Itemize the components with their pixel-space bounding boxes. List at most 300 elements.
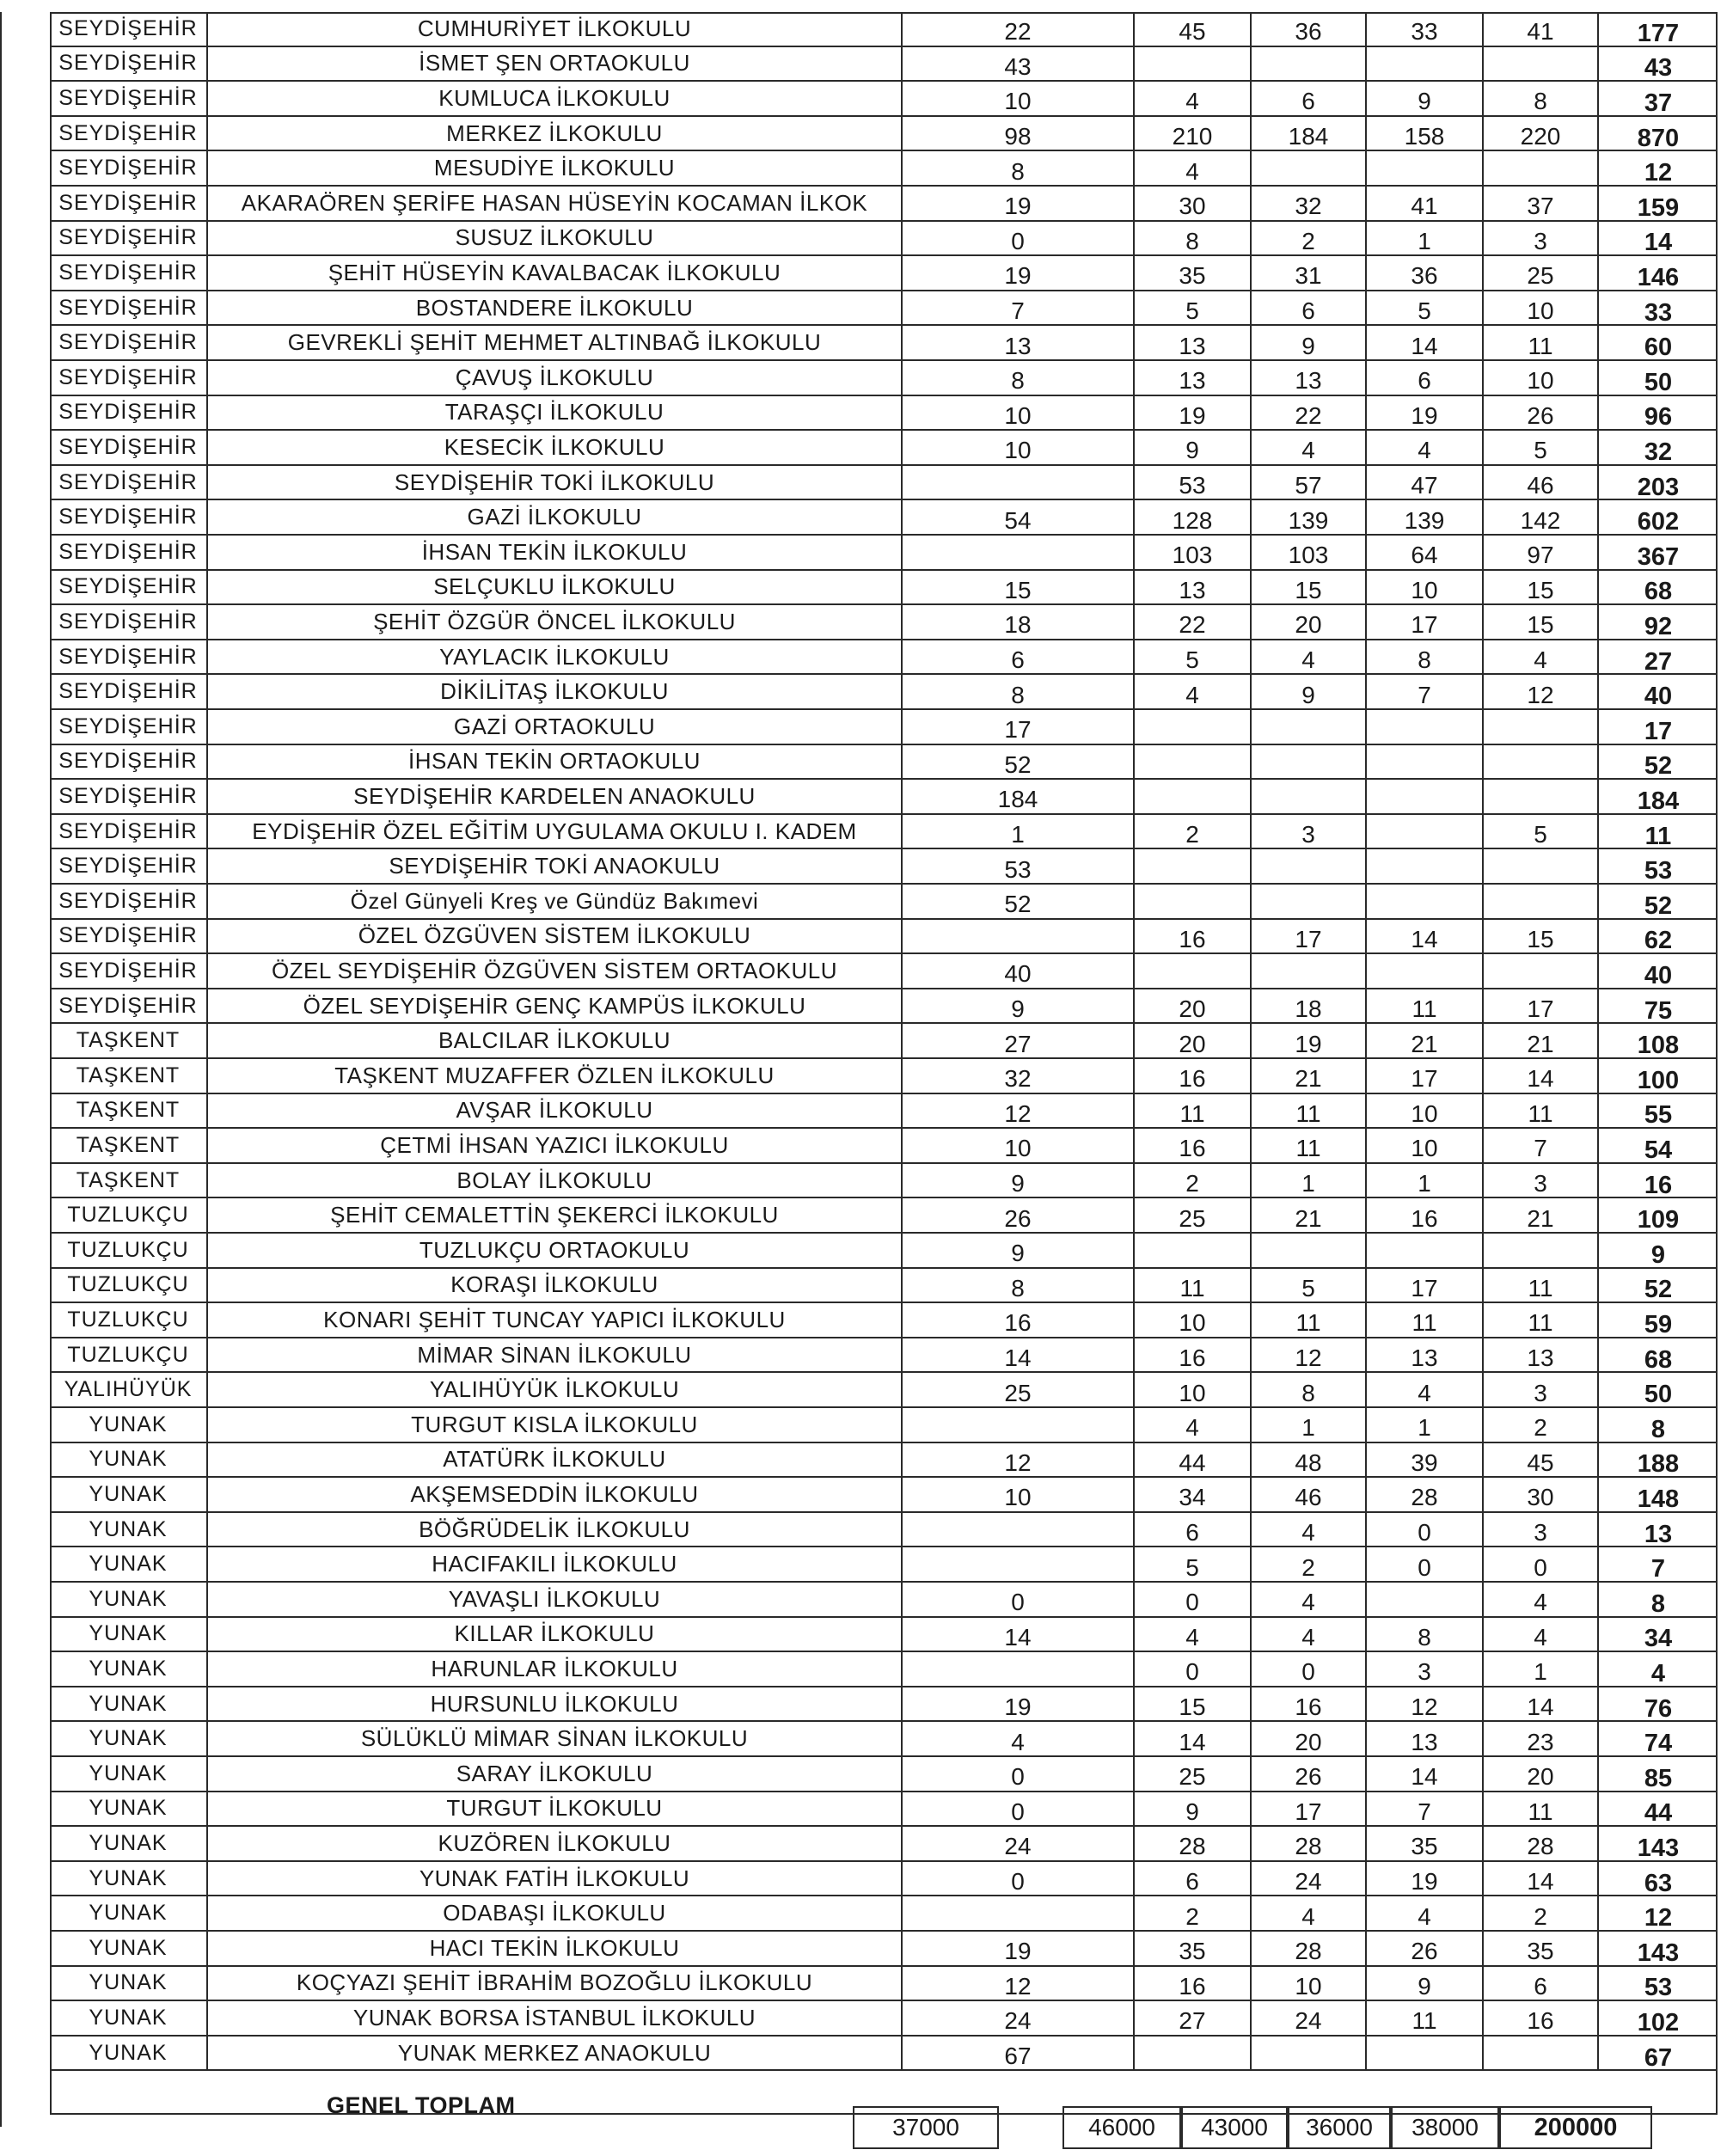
school-name-cell: AKARAÖREN ŞERİFE HASAN HÜSEYİN KOCAMAN İLKOK: [208, 187, 903, 220]
table-row: [50, 1408, 1718, 1443]
count-cell-2: 4: [1135, 675, 1252, 708]
grand-total-label: GENEL TOPLAM: [327, 2092, 516, 2118]
count-cell-3: 20: [1252, 605, 1367, 639]
count-cell-1: 9: [903, 1164, 1135, 1197]
row-total-cell: 52: [1644, 752, 1673, 779]
count-cell-3: 1: [1252, 1408, 1367, 1442]
count-cell-1: 0: [903, 1862, 1135, 1896]
count-cell-1: 18: [903, 605, 1135, 639]
school-name-cell: GAZİ ORTAOKULU: [208, 710, 903, 744]
count-cell-3: 4: [1252, 1618, 1367, 1651]
count-cell-4: [1367, 780, 1484, 813]
district-cell: TUZLUKÇU: [50, 1338, 208, 1372]
school-name-cell: ŞEHİT HÜSEYİN KAVALBACAK İLKOKULU: [208, 256, 903, 290]
district-cell: YUNAK: [50, 1827, 208, 1860]
table-row: [50, 1896, 1718, 1932]
count-cell-3: 4: [1252, 1583, 1367, 1616]
table-row: [50, 2001, 1718, 2037]
school-name-cell: EYDİŞEHİR ÖZEL EĞİTİM UYGULAMA OKULU I. KADEM: [208, 815, 903, 848]
row-total-cell: 602: [1637, 508, 1680, 534]
count-cell-5: [1484, 710, 1599, 744]
row-total-cell: 367: [1637, 542, 1680, 569]
table-row: [50, 1478, 1718, 1513]
district-cell: TUZLUKÇU: [50, 1198, 208, 1232]
count-cell-1: 6: [903, 640, 1135, 674]
count-cell-3: 28: [1252, 1932, 1367, 1965]
table-row: [50, 605, 1718, 640]
count-cell-2: 0: [1135, 1583, 1252, 1616]
table-row: [50, 710, 1718, 745]
count-cell-4: 39: [1367, 1443, 1484, 1477]
table-row: [50, 1618, 1718, 1653]
count-cell-5: 15: [1484, 571, 1599, 604]
row-total-cell: 9: [1650, 1240, 1666, 1267]
count-cell-4: [1367, 47, 1484, 81]
count-cell-3: 10: [1252, 1967, 1367, 2000]
district-cell: SEYDİŞEHİR: [50, 536, 208, 569]
row-total-cell: 60: [1644, 334, 1673, 359]
count-cell-4: 41: [1367, 187, 1484, 220]
count-cell-2: [1135, 780, 1252, 813]
count-cell-3: [1252, 151, 1367, 185]
row-total-cell: 62: [1644, 927, 1673, 953]
row-total-cell: 8: [1650, 1415, 1666, 1442]
count-cell-3: 12: [1252, 1338, 1367, 1372]
count-cell-5: 0: [1484, 1547, 1599, 1581]
count-cell-4: 13: [1367, 1338, 1484, 1372]
count-cell-5: [1484, 885, 1599, 918]
count-cell-5: 15: [1484, 605, 1599, 639]
count-cell-5: 21: [1484, 1024, 1599, 1057]
count-cell-4: [1367, 710, 1484, 744]
count-cell-1: 10: [903, 1129, 1135, 1162]
table-row: [50, 47, 1718, 83]
count-cell-2: 25: [1135, 1757, 1252, 1791]
count-cell-2: 5: [1135, 291, 1252, 325]
row-total-cell: 143: [1637, 1939, 1680, 1965]
count-cell-2: 128: [1135, 500, 1252, 534]
district-cell: YUNAK: [50, 1687, 208, 1721]
row-total-cell: 52: [1644, 891, 1673, 918]
row-total-cell: 100: [1637, 1066, 1680, 1093]
count-cell-2: 30: [1135, 187, 1252, 220]
count-cell-1: 0: [903, 222, 1135, 255]
row-total-cell: 870: [1637, 124, 1680, 150]
count-cell-1: 9: [903, 989, 1135, 1023]
row-total-cell: 43: [1644, 54, 1673, 81]
count-cell-1: [903, 466, 1135, 499]
table-row: [50, 500, 1718, 536]
table-row: [50, 2037, 1718, 2072]
table-row: [50, 12, 1718, 47]
table-row: [50, 1583, 1718, 1618]
count-cell-3: 9: [1252, 326, 1367, 359]
table-row: [50, 1164, 1718, 1199]
district-cell: TAŞKENT: [50, 1059, 208, 1093]
count-cell-4: 4: [1367, 431, 1484, 464]
count-cell-3: 20: [1252, 1722, 1367, 1755]
row-total-cell: 108: [1637, 1032, 1680, 1057]
count-cell-1: 24: [903, 1827, 1135, 1860]
school-name-cell: HACI TEKİN İLKOKULU: [208, 1932, 903, 1965]
count-cell-4: 4: [1367, 1896, 1484, 1930]
count-cell-2: 13: [1135, 326, 1252, 359]
count-cell-3: 21: [1252, 1198, 1367, 1232]
row-total-cell: 68: [1644, 1345, 1673, 1372]
count-cell-2: 8: [1135, 222, 1252, 255]
district-cell: SEYDİŞEHİR: [50, 396, 208, 430]
count-cell-5: 10: [1484, 291, 1599, 325]
school-name-cell: TAŞKENT MUZAFFER ÖZLEN İLKOKULU: [208, 1059, 903, 1093]
count-cell-4: 10: [1367, 571, 1484, 604]
count-cell-1: 0: [903, 1792, 1135, 1826]
row-total-cell: 63: [1644, 1869, 1673, 1896]
count-cell-2: 16: [1135, 1338, 1252, 1372]
school-name-cell: YUNAK MERKEZ ANAOKULU: [208, 2037, 903, 2070]
district-cell: YUNAK: [50, 1896, 208, 1930]
count-cell-2: 4: [1135, 151, 1252, 185]
count-cell-1: 14: [903, 1338, 1135, 1372]
count-cell-3: 18: [1252, 989, 1367, 1023]
count-cell-3: [1252, 849, 1367, 883]
count-cell-3: 6: [1252, 82, 1367, 115]
count-cell-5: 11: [1484, 1094, 1599, 1128]
count-cell-4: [1367, 151, 1484, 185]
count-cell-1: 27: [903, 1024, 1135, 1057]
count-cell-4: [1367, 745, 1484, 779]
school-name-cell: SEYDİŞEHİR TOKİ İLKOKULU: [208, 466, 903, 499]
count-cell-2: [1135, 2037, 1252, 2070]
count-cell-1: 54: [903, 500, 1135, 534]
count-cell-1: 40: [903, 954, 1135, 988]
grand-total-n5: 38000: [1391, 2106, 1499, 2149]
table-row: [50, 1443, 1718, 1479]
row-total-cell: 143: [1637, 1834, 1680, 1860]
table-row: [50, 1792, 1718, 1828]
table-row: [50, 1652, 1718, 1687]
row-total-cell: 16: [1644, 1171, 1673, 1197]
count-cell-1: 19: [903, 1932, 1135, 1965]
row-total-cell: 40: [1644, 961, 1673, 988]
table-row: [50, 675, 1718, 710]
count-cell-5: 4: [1484, 640, 1599, 674]
count-cell-1: 12: [903, 1443, 1135, 1477]
row-total-cell: 8: [1650, 1589, 1666, 1616]
district-cell: SEYDİŞEHİR: [50, 187, 208, 220]
count-cell-3: 19: [1252, 1024, 1367, 1057]
district-cell: SEYDİŞEHİR: [50, 710, 208, 744]
school-name-cell: KILLAR İLKOKULU: [208, 1618, 903, 1651]
district-cell: SEYDİŞEHİR: [50, 885, 208, 918]
count-cell-3: 184: [1252, 117, 1367, 150]
count-cell-2: 25: [1135, 1198, 1252, 1232]
count-cell-5: 6: [1484, 1967, 1599, 2000]
table-row: [50, 222, 1718, 257]
count-cell-1: 10: [903, 396, 1135, 430]
district-cell: YUNAK: [50, 1618, 208, 1651]
count-cell-5: 14: [1484, 1862, 1599, 1896]
table-row: [50, 1722, 1718, 1757]
count-cell-1: [903, 1896, 1135, 1930]
district-cell: SEYDİŞEHİR: [50, 675, 208, 708]
count-cell-1: 8: [903, 675, 1135, 708]
district-cell: YUNAK: [50, 2001, 208, 2035]
school-name-cell: KUZÖREN İLKOKULU: [208, 1827, 903, 1860]
count-cell-1: 24: [903, 2001, 1135, 2035]
count-cell-4: [1367, 885, 1484, 918]
count-cell-4: 14: [1367, 920, 1484, 953]
count-cell-4: 4: [1367, 1373, 1484, 1406]
grand-total-n2: 46000: [1062, 2106, 1181, 2149]
table-row: [50, 780, 1718, 815]
count-cell-1: 9: [903, 1234, 1135, 1267]
row-total-cell: 44: [1644, 1799, 1673, 1826]
count-cell-2: [1135, 745, 1252, 779]
row-total-cell: 85: [1644, 1764, 1673, 1791]
count-cell-2: 19: [1135, 396, 1252, 430]
district-cell: TAŞKENT: [50, 1164, 208, 1197]
count-cell-4: 0: [1367, 1547, 1484, 1581]
count-cell-4: 64: [1367, 536, 1484, 569]
count-cell-2: 103: [1135, 536, 1252, 569]
school-name-cell: DİKİLİTAŞ İLKOKULU: [208, 675, 903, 708]
count-cell-3: 11: [1252, 1303, 1367, 1337]
count-cell-5: 35: [1484, 1932, 1599, 1965]
count-cell-4: 6: [1367, 361, 1484, 395]
grand-total-n4: 36000: [1288, 2106, 1391, 2149]
count-cell-3: 57: [1252, 466, 1367, 499]
count-cell-2: 2: [1135, 1164, 1252, 1197]
table-row: [50, 1338, 1718, 1374]
school-name-cell: ÖZEL SEYDİŞEHİR GENÇ KAMPÜS İLKOKULU: [208, 989, 903, 1023]
school-name-cell: KOÇYAZI ŞEHİT İBRAHİM BOZOĞLU İLKOKULU: [208, 1967, 903, 2000]
row-total-cell: 92: [1644, 612, 1673, 639]
count-cell-5: 12: [1484, 675, 1599, 708]
count-cell-2: 4: [1135, 82, 1252, 115]
count-cell-4: 8: [1367, 1618, 1484, 1651]
row-total-cell: 146: [1637, 263, 1680, 290]
school-name-cell: GAZİ İLKOKULU: [208, 500, 903, 534]
count-cell-4: 16: [1367, 1198, 1484, 1232]
district-cell: SEYDİŞEHİR: [50, 500, 208, 534]
school-name-cell: YUNAK BORSA İSTANBUL İLKOKULU: [208, 2001, 903, 2035]
count-cell-2: 2: [1135, 815, 1252, 848]
count-cell-5: [1484, 2037, 1599, 2070]
district-cell: SEYDİŞEHİR: [50, 954, 208, 988]
count-cell-4: 7: [1367, 1792, 1484, 1826]
grand-total-row: [0, 2086, 1719, 2142]
district-cell: SEYDİŞEHİR: [50, 745, 208, 779]
count-cell-4: 1: [1367, 1408, 1484, 1442]
row-total-cell: 52: [1644, 1276, 1673, 1302]
district-cell: YUNAK: [50, 1408, 208, 1442]
school-name-cell: MESUDİYE İLKOKULU: [208, 151, 903, 185]
row-total-cell: 27: [1644, 647, 1673, 674]
district-cell: SEYDİŞEHİR: [50, 47, 208, 81]
school-name-cell: SÜLÜKLÜ MİMAR SİNAN İLKOKULU: [208, 1722, 903, 1755]
count-cell-4: 14: [1367, 326, 1484, 359]
count-cell-5: 5: [1484, 431, 1599, 464]
count-cell-2: 28: [1135, 1827, 1252, 1860]
table-row: [50, 431, 1718, 466]
district-cell: SEYDİŞEHİR: [50, 780, 208, 813]
row-total-cell: 4: [1650, 1659, 1666, 1686]
count-cell-4: 8: [1367, 640, 1484, 674]
table-row: [50, 466, 1718, 501]
school-name-cell: İHSAN TEKİN İLKOKULU: [208, 536, 903, 569]
count-cell-3: [1252, 2037, 1367, 2070]
count-cell-1: 43: [903, 47, 1135, 81]
table-row: [50, 361, 1718, 396]
row-total-cell: 74: [1644, 1730, 1673, 1755]
row-total-cell: 13: [1644, 1520, 1673, 1547]
count-cell-2: 22: [1135, 605, 1252, 639]
district-cell: YUNAK: [50, 1967, 208, 2000]
count-cell-2: 5: [1135, 1547, 1252, 1581]
district-cell: SEYDİŞEHİR: [50, 361, 208, 395]
count-cell-3: 15: [1252, 571, 1367, 604]
count-cell-3: 24: [1252, 1862, 1367, 1896]
count-cell-5: [1484, 849, 1599, 883]
school-name-cell: TUZLUKÇU ORTAOKULU: [208, 1234, 903, 1267]
count-cell-4: 19: [1367, 1862, 1484, 1896]
count-cell-4: 17: [1367, 1269, 1484, 1302]
count-cell-2: 11: [1135, 1094, 1252, 1128]
row-total-cell: 7: [1650, 1555, 1666, 1581]
count-cell-1: 12: [903, 1967, 1135, 2000]
count-cell-5: 3: [1484, 1513, 1599, 1547]
count-cell-3: [1252, 1234, 1367, 1267]
district-cell: SEYDİŞEHİR: [50, 640, 208, 674]
count-cell-4: 13: [1367, 1722, 1484, 1755]
school-name-cell: BÖĞRÜDELİK İLKOKULU: [208, 1513, 903, 1547]
table-row: [50, 1198, 1718, 1234]
school-name-cell: SARAY İLKOKULU: [208, 1757, 903, 1791]
count-cell-5: 11: [1484, 1269, 1599, 1302]
count-cell-1: 10: [903, 1478, 1135, 1511]
table-row: [50, 1687, 1718, 1723]
count-cell-2: 15: [1135, 1687, 1252, 1721]
row-total-cell: 109: [1637, 1206, 1680, 1232]
district-cell: YUNAK: [50, 1547, 208, 1581]
district-cell: SEYDİŞEHİR: [50, 431, 208, 464]
count-cell-1: 10: [903, 82, 1135, 115]
count-cell-4: 33: [1367, 12, 1484, 46]
count-cell-5: 3: [1484, 1373, 1599, 1406]
count-cell-3: 13: [1252, 361, 1367, 395]
count-cell-1: 26: [903, 1198, 1135, 1232]
count-cell-3: 103: [1252, 536, 1367, 569]
school-name-cell: İSMET ŞEN ORTAOKULU: [208, 47, 903, 81]
count-cell-4: 12: [1367, 1687, 1484, 1721]
row-total-cell: 96: [1644, 403, 1673, 430]
row-total-cell: 53: [1644, 857, 1673, 883]
count-cell-5: 7: [1484, 1129, 1599, 1162]
count-cell-5: 28: [1484, 1827, 1599, 1860]
district-cell: SEYDİŞEHİR: [50, 222, 208, 255]
school-name-cell: ÖZEL SEYDİŞEHİR ÖZGÜVEN SİSTEM ORTAOKULU: [208, 954, 903, 988]
count-cell-3: [1252, 710, 1367, 744]
count-cell-4: 158: [1367, 117, 1484, 150]
district-cell: TUZLUKÇU: [50, 1303, 208, 1337]
count-cell-4: 36: [1367, 256, 1484, 290]
count-cell-5: 97: [1484, 536, 1599, 569]
count-cell-1: 17: [903, 710, 1135, 744]
count-cell-4: 3: [1367, 1652, 1484, 1686]
count-cell-1: [903, 1513, 1135, 1547]
count-cell-2: [1135, 47, 1252, 81]
table-row: [50, 815, 1718, 850]
count-cell-5: 14: [1484, 1687, 1599, 1721]
count-cell-5: [1484, 47, 1599, 81]
school-name-cell: BOSTANDERE İLKOKULU: [208, 291, 903, 325]
count-cell-2: 9: [1135, 1792, 1252, 1826]
table-row: [50, 989, 1718, 1025]
count-cell-3: 31: [1252, 256, 1367, 290]
count-cell-3: 32: [1252, 187, 1367, 220]
count-cell-4: [1367, 815, 1484, 848]
school-name-cell: ŞEHİT ÖZGÜR ÖNCEL İLKOKULU: [208, 605, 903, 639]
table-row: [50, 849, 1718, 885]
count-cell-4: 47: [1367, 466, 1484, 499]
school-name-cell: Özel Günyeli Kreş ve Gündüz Bakımevi: [208, 885, 903, 918]
count-cell-3: 4: [1252, 1513, 1367, 1547]
count-cell-1: 19: [903, 187, 1135, 220]
count-cell-1: 67: [903, 2037, 1135, 2070]
count-cell-2: 10: [1135, 1303, 1252, 1337]
district-cell: YUNAK: [50, 1722, 208, 1755]
count-cell-5: 13: [1484, 1338, 1599, 1372]
row-total-cell: 203: [1637, 473, 1680, 499]
table-row: [50, 1967, 1718, 2002]
count-cell-5: 2: [1484, 1408, 1599, 1442]
count-cell-1: 0: [903, 1757, 1135, 1791]
table-row: [50, 1513, 1718, 1548]
count-cell-2: 4: [1135, 1408, 1252, 1442]
school-name-cell: AKŞEMSEDDİN İLKOKULU: [208, 1478, 903, 1511]
table-row: [50, 1129, 1718, 1164]
grand-total-n3: 43000: [1181, 2106, 1288, 2149]
count-cell-2: 210: [1135, 117, 1252, 150]
table-row: [50, 1094, 1718, 1130]
school-name-cell: HACIFAKILI İLKOKULU: [208, 1547, 903, 1581]
count-cell-3: 17: [1252, 920, 1367, 953]
school-name-cell: BALCILAR İLKOKULU: [208, 1024, 903, 1057]
count-cell-1: 7: [903, 291, 1135, 325]
row-total-cell: 17: [1644, 717, 1673, 744]
count-cell-4: [1367, 849, 1484, 883]
count-cell-4: 17: [1367, 605, 1484, 639]
table-row: [50, 1757, 1718, 1792]
school-name-cell: HURSUNLU İLKOKULU: [208, 1687, 903, 1721]
district-cell: SEYDİŞEHİR: [50, 151, 208, 185]
row-total-cell: 50: [1644, 368, 1673, 395]
row-total-cell: 148: [1637, 1485, 1680, 1511]
count-cell-2: 13: [1135, 361, 1252, 395]
table-row: [50, 1234, 1718, 1269]
school-name-cell: YAYLACIK İLKOKULU: [208, 640, 903, 674]
school-name-cell: BOLAY İLKOKULU: [208, 1164, 903, 1197]
district-cell: YUNAK: [50, 1652, 208, 1686]
school-name-cell: KORAŞI İLKOKULU: [208, 1269, 903, 1302]
district-cell: TAŞKENT: [50, 1094, 208, 1128]
count-cell-5: [1484, 1234, 1599, 1267]
count-cell-3: 26: [1252, 1757, 1367, 1791]
count-cell-1: 52: [903, 745, 1135, 779]
count-cell-5: 11: [1484, 1792, 1599, 1826]
school-name-cell: TURGUT İLKOKULU: [208, 1792, 903, 1826]
table-row: [50, 117, 1718, 152]
